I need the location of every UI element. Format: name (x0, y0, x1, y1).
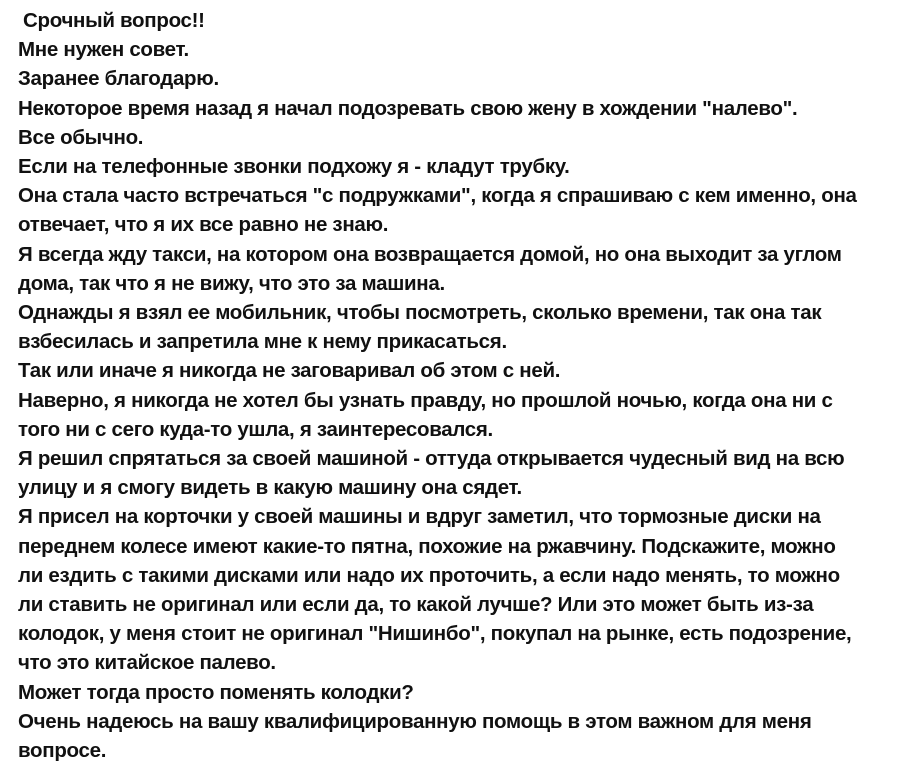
text-line-21: колодок, у меня стоит не оригинал "Нишинбо", покупал на рынке, есть подозрение, (18, 622, 852, 646)
text-line-24: Очень надеюсь на вашу квалифицированную помощь в этом важном для меня (18, 709, 812, 733)
text-line-2: Заранее благодарю. (18, 67, 219, 91)
text-line-22: что это китайское палево. (18, 651, 276, 675)
text-line-18: переднем колесе имеют какие-то пятна, похожие на ржавчину. Подскажите, можно (18, 534, 836, 558)
text-line-23: Может тогда просто поменять колодки? (18, 680, 414, 704)
post-title: Срочный вопрос!! (23, 9, 205, 32)
text-line-14: того ни с сего куда-то ушла, я заинтересовался. (18, 417, 493, 441)
text-line-5: Если на телефонные звонки подхожу я - кладут трубку. (18, 155, 570, 179)
text-line-19: ли ездить с такими дисками или надо их проточить, а если надо менять, то можно (18, 563, 840, 587)
text-line-1: Мне нужен совет. (18, 38, 189, 62)
text-line-25: вопросе. (18, 739, 107, 763)
text-line-10: Однажды я взял ее мобильник, чтобы посмотреть, сколько времени, так она так (18, 301, 822, 325)
text-line-11: взбесилась и запретила мне к нему прикасаться. (18, 330, 507, 354)
text-line-17: Я присел на корточки у своей машины и вдруг заметил, что тормозные диски на (18, 505, 821, 529)
text-line-16: улицу и я смогу видеть в какую машину она сядет. (18, 476, 522, 500)
text-line-8: Я всегда жду такси, на котором она возвращается домой, но она выходит за углом (18, 242, 842, 266)
text-line-20: ли ставить не оригинал или если да, то какой лучше? Или это может быть из-за (18, 593, 814, 617)
text-line-15: Я решил спрятаться за своей машиной - оттуда открывается чудесный вид на всю (18, 447, 845, 471)
text-line-9: дома, так что я не вижу, что это за машина. (18, 271, 445, 295)
text-line-6: Она стала часто встречаться "с подружками", когда я спрашиваю с кем именно, она (18, 184, 857, 208)
text-line-4: Все обычно. (18, 125, 144, 149)
post-text (18, 6, 910, 765)
text-line-3: Некоторое время назад я начал подозревать свою жену в хождении "налево". (18, 96, 798, 120)
text-line-13: Наверно, я никогда не хотел бы узнать правду, но прошлой ночью, когда она ни с (18, 388, 833, 412)
text-line-12: Так или иначе я никогда не заговаривал об этом с ней. (18, 359, 561, 383)
text-line-7: отвечает, что я их все равно не знаю. (18, 213, 389, 237)
